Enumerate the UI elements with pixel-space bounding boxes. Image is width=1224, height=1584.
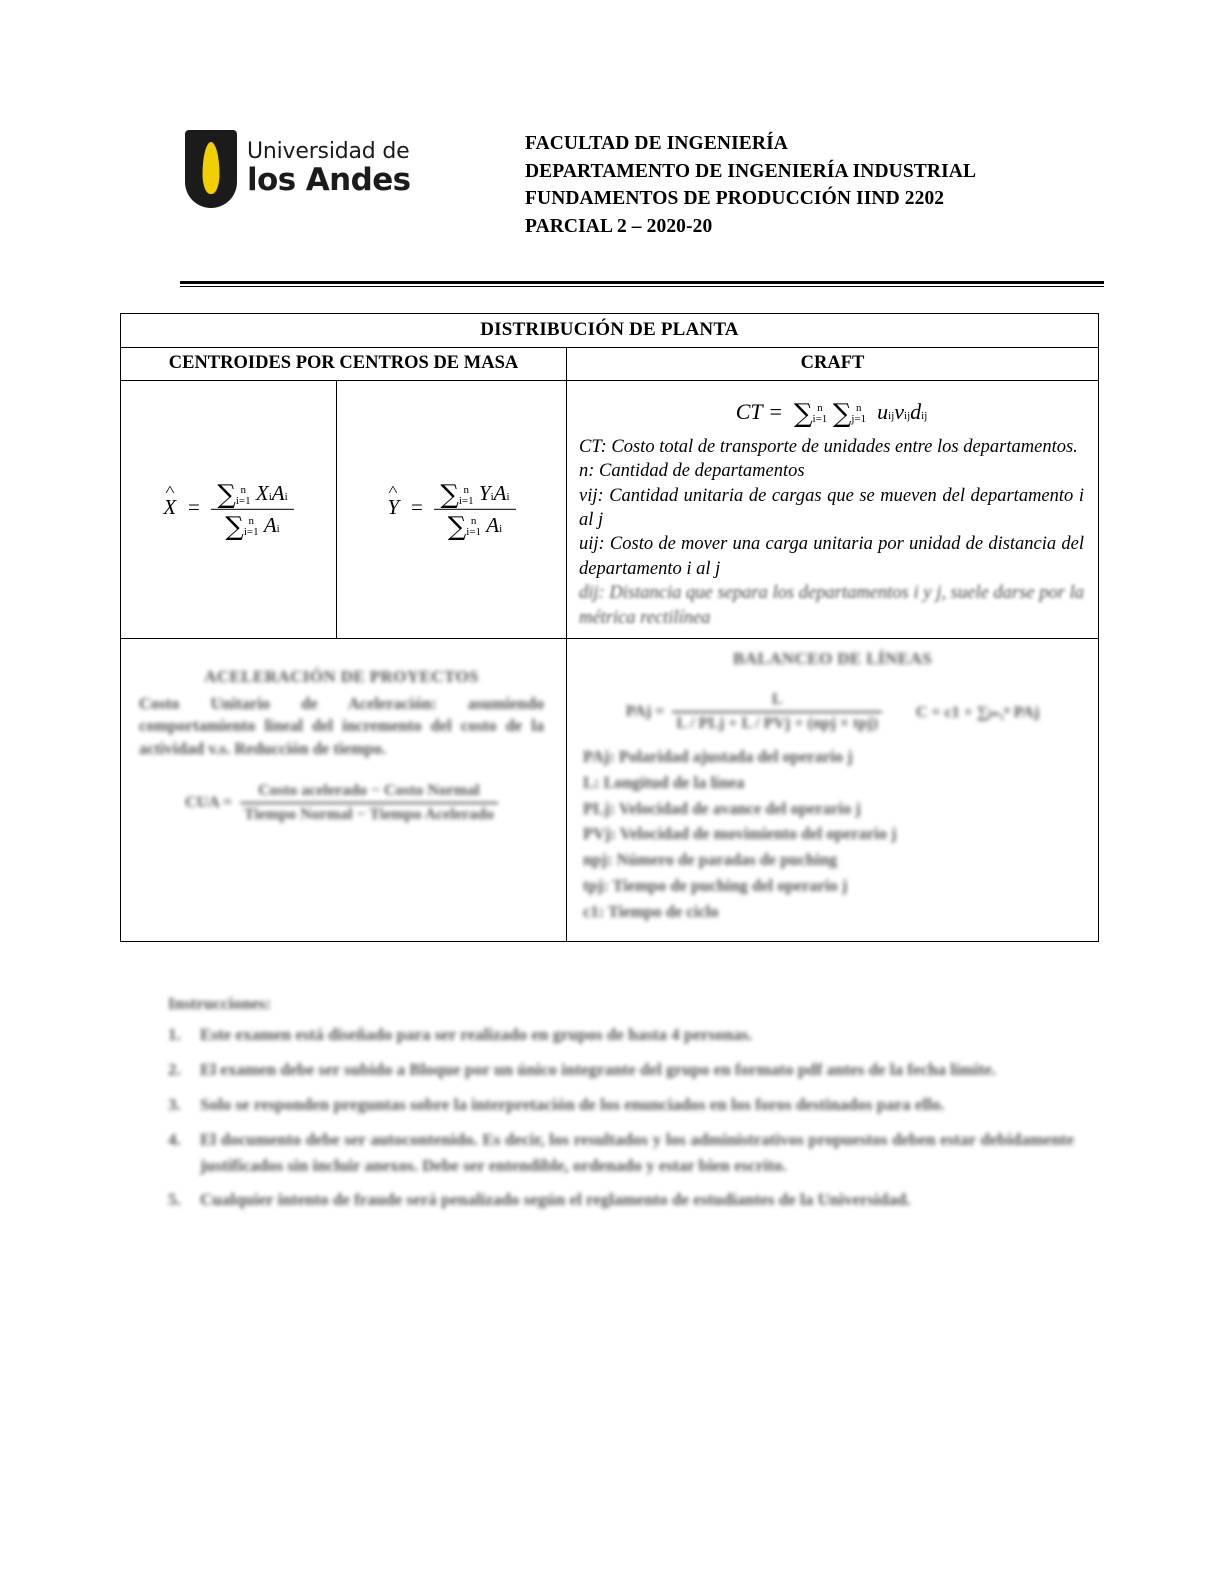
cell-centroid-y — [337, 381, 567, 638]
lineas-formula-right: C = c1 + ∑ⱼ₌₁ⁿ PAj — [915, 704, 1040, 721]
lineas-definitions — [583, 745, 1082, 924]
aceleracion-formula-label: CUA = — [185, 793, 232, 811]
lineas-title: BALANCEO DE LÍNEAS — [733, 649, 932, 668]
header-centroides: CENTROIDES POR CENTROS DE MASA — [121, 348, 567, 380]
lineas-formula-num: L — [672, 691, 882, 713]
department-line: DEPARTAMENTO DE INGENIERÍA INDUSTRIAL — [525, 160, 977, 182]
craft-def-dij: dij: Distancia que separa los departamentos i y j, suele darse por la métrica rectilínea — [579, 583, 1084, 628]
formula-sheet-table — [120, 313, 1099, 943]
cell-craft — [567, 381, 1098, 638]
lineas-def-c1: c1: Tiempo de ciclo — [583, 901, 719, 921]
lineas-formula-den: L / PLj + L / PVj + (npj × tpj) — [676, 715, 878, 732]
craft-formula: CT = ∑ n i=1 ∑ n j=1 uijvijdij — [735, 398, 928, 429]
centroid-x-formula: X ^ = ∑ n i=1 XiAi ∑ n i=1 Ai — [121, 481, 336, 537]
shield-icon — [185, 130, 237, 208]
header-divider — [180, 281, 1104, 287]
table-row — [121, 381, 1098, 639]
flame-icon — [203, 142, 220, 194]
table-subheaders — [121, 348, 1098, 381]
lineas-def-pvj: PVj: Velocidad de movimiento del operario j — [583, 824, 897, 844]
instructions-title: Instrucciones: — [168, 994, 271, 1014]
aceleracion-title: ACELERACIÓN DE PROYECTOS — [204, 667, 479, 686]
y-hat-symbol: Y ^ — [387, 495, 399, 520]
list-item-text: El examen debe ser subido a Bloque por un único integrante del grupo en formato pdf antes de la fecha límite. — [200, 1060, 997, 1080]
cell-aceleracion — [121, 639, 567, 941]
list-item-number: 3. — [168, 1094, 181, 1114]
list-item — [168, 1022, 1074, 1048]
logo-text — [247, 141, 411, 196]
list-item-number: 2. — [168, 1060, 181, 1080]
instructions-section — [168, 994, 1074, 1213]
aceleracion-body: Costo Unitario de Aceleración: asumiendo comportamiento lineal del incremento del costo de la actividad v.s. Reducción de tiempo. — [139, 694, 544, 758]
lineas-formula-label: PAj = — [625, 703, 665, 720]
craft-def-n: n: Cantidad de departamentos — [579, 461, 805, 482]
course-line: FUNDAMENTOS DE PRODUCCIÓN IIND 2202 — [525, 188, 945, 210]
lineas-formula — [583, 691, 1082, 733]
aceleracion-formula — [139, 782, 544, 824]
document-header — [0, 0, 1224, 241]
craft-def-vij: vij: Cantidad unitaria de cargas que se mueven del departamento i al j — [579, 485, 1084, 530]
university-logo — [185, 130, 485, 208]
list-item — [168, 1092, 1074, 1118]
list-item — [168, 1057, 1074, 1083]
list-item-text: Cualquier intento de fraude será penalizado según el reglamento de estudiantes de la Universidad. — [200, 1190, 911, 1210]
craft-def-ct: CT: Costo total de transporte de unidades entre los departamentos. — [579, 436, 1078, 457]
header-craft: CRAFT — [800, 352, 865, 373]
logo-line-2: los Andes — [247, 161, 411, 198]
exam-line: PARCIAL 2 – 2020-20 — [525, 216, 713, 238]
lineas-def-l: L: Longitud de la línea — [583, 772, 745, 792]
lineas-def-tpj: tpj: Tiempo de puching del operario j — [583, 875, 848, 895]
centroid-y-formula: Y ^ = ∑ n i=1 YiAi ∑ n i=1 Ai — [337, 481, 566, 537]
cell-centroid-x — [121, 381, 337, 638]
aceleracion-formula-num: Costo acelerado − Costo Normal — [240, 782, 498, 804]
list-item-number: 5. — [168, 1190, 181, 1210]
logo-line-1: Universidad de — [247, 139, 410, 165]
faculty-line: FACULTAD DE INGENIERÍA — [525, 133, 788, 154]
cell-balanceo-lineas — [567, 639, 1098, 941]
header-titles — [525, 130, 976, 241]
x-hat-symbol: X ^ — [163, 495, 176, 520]
table-title: DISTRIBUCIÓN DE PLANTA — [121, 314, 1098, 348]
list-item — [168, 1127, 1074, 1179]
craft-def-uij: uij: Costo de mover una carga unitaria por unidad de distancia del departamento i al j — [579, 534, 1084, 579]
list-item-text: Este examen está diseñado para ser realizado en grupos de hasta 4 personas. — [200, 1025, 753, 1045]
list-item-number: 4. — [168, 1129, 181, 1149]
lineas-def-plj: PLj: Velocidad de avance del operario j — [583, 798, 861, 818]
list-item-text: El documento debe ser autocontenido. Es decir, los resultados y los administrativos propuestos deben estar debidamente justificados sin incluir anexos. Debe ser entendible, ordenado y estar bien escrito. — [200, 1129, 1074, 1175]
lineas-def-npj: npj: Número de paradas de puching — [583, 850, 838, 869]
list-item — [168, 1187, 1074, 1213]
list-item-number: 1. — [168, 1025, 181, 1045]
aceleracion-formula-den: Tiempo Normal − Tiempo Acelerado — [243, 805, 494, 823]
lineas-def-paj: PAj: Polaridad ajustada del operario j — [583, 747, 853, 766]
table-row — [121, 639, 1098, 941]
list-item-text: Solo se responden preguntas sobre la interpretación de los enunciados en los foros destinados para ello. — [200, 1094, 945, 1114]
